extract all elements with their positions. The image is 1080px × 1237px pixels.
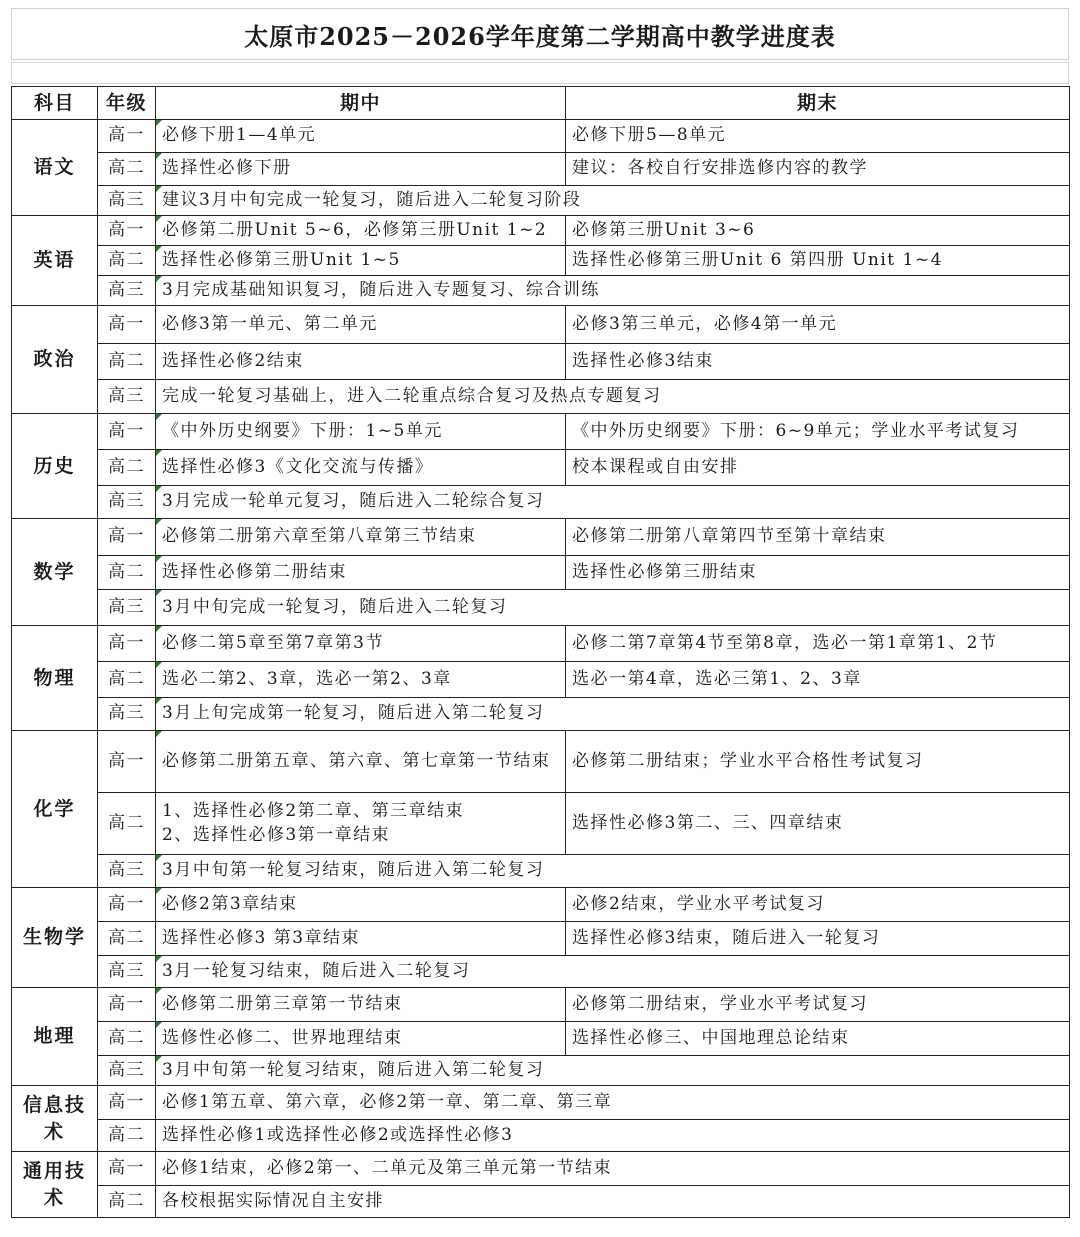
table-row (12, 519, 1070, 556)
subject-cell: 地理 (12, 988, 98, 1086)
midterm-cell: 选择性必修第三册Unit 1~5 (156, 246, 566, 276)
grade-cell: 高一 (98, 216, 156, 246)
grade-cell: 高一 (98, 1152, 156, 1186)
grade-cell: 高一 (98, 731, 156, 793)
table-row (12, 1086, 1070, 1120)
final-cell: 必修第二册结束，学业水平考试复习 (566, 988, 1070, 1022)
merged-cell: 选择性必修1或选择性必修2或选择性必修3 (156, 1120, 1070, 1152)
midterm-cell: 必修第二册第五章、第六章、第七章第一节结束 (156, 731, 566, 793)
midterm-cell: 选必二第2、3章，选必一第2、3章 (156, 662, 566, 698)
merged-cell: 完成一轮复习基础上，进入二轮重点综合复习及热点专题复习 (156, 380, 1070, 414)
subject-cell: 生物学 (12, 888, 98, 988)
grade-cell: 高一 (98, 888, 156, 922)
grade-cell: 高一 (98, 306, 156, 344)
schedule-table (11, 86, 1070, 1218)
table-row (12, 414, 1070, 450)
midterm-line-2: 2、选择性必修3第一章结束 (162, 824, 391, 845)
merged-cell: 必修1第五章、第六章，必修2第一章、第二章、第三章 (156, 1086, 1070, 1120)
subject-cell: 物理 (12, 626, 98, 731)
table-row (12, 344, 1070, 380)
table-row (12, 276, 1070, 306)
table-row (12, 246, 1070, 276)
table-row (12, 153, 1070, 186)
final-cell: 必修2结束，学业水平考试复习 (566, 888, 1070, 922)
merged-cell: 3月一轮复习结束，随后进入二轮复习 (156, 956, 1070, 988)
title-box (11, 8, 1069, 60)
grade-cell: 高一 (98, 626, 156, 662)
table-row (12, 450, 1070, 486)
grade-cell: 高一 (98, 120, 156, 153)
merged-cell: 3月中旬完成一轮复习，随后进入二轮复习 (156, 590, 1070, 626)
midterm-cell: 必修第二册第三章第一节结束 (156, 988, 566, 1022)
subject-cell: 信息技术 (12, 1086, 98, 1152)
subject-cell: 语文 (12, 120, 98, 216)
table-row (12, 888, 1070, 922)
table-row (12, 988, 1070, 1022)
header-grade: 年级 (98, 87, 156, 120)
final-cell: 选择性必修第三册结束 (566, 556, 1070, 590)
midterm-cell: 必修第二册Unit 5~6，必修第三册Unit 1~2 (156, 216, 566, 246)
merged-cell: 必修1结束，必修2第一、二单元及第三单元第一节结束 (156, 1152, 1070, 1186)
midterm-cell: 选择性必修下册 (156, 153, 566, 186)
grade-cell: 高二 (98, 662, 156, 698)
midterm-cell: 必修二第5章至第7章第3节 (156, 626, 566, 662)
subject-cell: 历史 (12, 414, 98, 519)
grade-cell: 高三 (98, 486, 156, 519)
table-row (12, 216, 1070, 246)
subject-cell: 数学 (12, 519, 98, 626)
subject-cell: 通用技术 (12, 1152, 98, 1218)
grade-cell: 高一 (98, 519, 156, 556)
midterm-cell: 选择性必修3 第3章结束 (156, 922, 566, 956)
table-row (12, 306, 1070, 344)
grade-cell: 高三 (98, 186, 156, 216)
merged-cell: 3月完成一轮单元复习，随后进入二轮综合复习 (156, 486, 1070, 519)
table-row (12, 1186, 1070, 1218)
grade-cell: 高二 (98, 344, 156, 380)
table-row (12, 1022, 1070, 1056)
final-cell: 必修第二册结束；学业水平合格性考试复习 (566, 731, 1070, 793)
final-cell: 必修3第三单元，必修4第一单元 (566, 306, 1070, 344)
merged-cell: 3月完成基础知识复习，随后进入专题复习、综合训练 (156, 276, 1070, 306)
table-row (12, 1120, 1070, 1152)
grade-cell: 高一 (98, 1086, 156, 1120)
grade-cell: 高二 (98, 246, 156, 276)
grade-cell: 高三 (98, 276, 156, 306)
subject-cell: 英语 (12, 216, 98, 306)
merged-cell: 3月中旬第一轮复习结束，随后进入第二轮复习 (156, 1056, 1070, 1086)
midterm-cell-multiline (156, 793, 566, 855)
midterm-cell: 必修3第一单元、第二单元 (156, 306, 566, 344)
table-row (12, 731, 1070, 793)
merged-cell: 3月中旬第一轮复习结束，随后进入第二轮复习 (156, 855, 1070, 888)
midterm-cell: 《中外历史纲要》下册：1~5单元 (156, 414, 566, 450)
table-row (12, 922, 1070, 956)
final-cell: 选择性必修3结束，随后进入一轮复习 (566, 922, 1070, 956)
midterm-cell: 必修第二册第六章至第八章第三节结束 (156, 519, 566, 556)
final-cell: 必修二第7章第4节至第8章，选必一第1章第1、2节 (566, 626, 1070, 662)
merged-cell: 建议3月中旬完成一轮复习，随后进入二轮复习阶段 (156, 186, 1070, 216)
grade-cell: 高二 (98, 922, 156, 956)
grade-cell: 高二 (98, 793, 156, 855)
grade-cell: 高二 (98, 556, 156, 590)
grade-cell: 高三 (98, 1056, 156, 1086)
table-row (12, 1056, 1070, 1086)
grade-cell: 高三 (98, 855, 156, 888)
header-subject: 科目 (12, 87, 98, 120)
midterm-cell: 必修2第3章结束 (156, 888, 566, 922)
table-row (12, 793, 1070, 855)
grade-cell: 高二 (98, 450, 156, 486)
table-row (12, 626, 1070, 662)
grade-cell: 高三 (98, 590, 156, 626)
table-row (12, 855, 1070, 888)
midterm-cell: 必修下册1—4单元 (156, 120, 566, 153)
table-row (12, 120, 1070, 153)
subject-cell: 化学 (12, 731, 98, 888)
table-row (12, 380, 1070, 414)
grade-cell: 高二 (98, 153, 156, 186)
table-row (12, 186, 1070, 216)
merged-cell: 各校根据实际情况自主安排 (156, 1186, 1070, 1218)
merged-cell: 3月上旬完成第一轮复习，随后进入第二轮复习 (156, 698, 1070, 731)
grade-cell: 高三 (98, 698, 156, 731)
header-final: 期末 (566, 87, 1070, 120)
grade-cell: 高一 (98, 988, 156, 1022)
table-row (12, 556, 1070, 590)
table-row (12, 1152, 1070, 1186)
midterm-cell: 选择性必修2结束 (156, 344, 566, 380)
subject-cell: 政治 (12, 306, 98, 414)
final-cell: 必修第二册第八章第四节至第十章结束 (566, 519, 1070, 556)
table-row (12, 956, 1070, 988)
final-cell: 选择性必修三、中国地理总论结束 (566, 1022, 1070, 1056)
table-row (12, 698, 1070, 731)
grade-cell: 高二 (98, 1186, 156, 1218)
final-cell: 必修第三册Unit 3~6 (566, 216, 1070, 246)
grade-cell: 高一 (98, 414, 156, 450)
final-cell: 选择性必修第三册Unit 6 第四册 Unit 1~4 (566, 246, 1070, 276)
midterm-cell: 选择性必修3《文化交流与传播》 (156, 450, 566, 486)
page-title: 太原市2025－2026学年度第二学期高中教学进度表 (244, 21, 836, 51)
final-cell: 校本课程或自由安排 (566, 450, 1070, 486)
midterm-cell: 选修性必修二、世界地理结束 (156, 1022, 566, 1056)
midterm-cell: 选择性必修第二册结束 (156, 556, 566, 590)
grade-cell: 高二 (98, 1022, 156, 1056)
grade-cell: 高三 (98, 380, 156, 414)
final-cell: 选择性必修3第二、三、四章结束 (566, 793, 1070, 855)
table-row (12, 662, 1070, 698)
grade-cell: 高三 (98, 956, 156, 988)
midterm-line-1: 1、选择性必修2第二章、第三章结束 (162, 800, 465, 821)
header-midterm: 期中 (156, 87, 566, 120)
final-cell: 建议：各校自行安排选修内容的教学 (566, 153, 1070, 186)
blank-row (11, 62, 1069, 84)
table-row (12, 486, 1070, 519)
grade-cell: 高二 (98, 1120, 156, 1152)
final-cell: 必修下册5—8单元 (566, 120, 1070, 153)
final-cell: 选必一第4章，选必三第1、2、3章 (566, 662, 1070, 698)
final-cell: 《中外历史纲要》下册：6~9单元；学业水平考试复习 (566, 414, 1070, 450)
table-row (12, 590, 1070, 626)
final-cell: 选择性必修3结束 (566, 344, 1070, 380)
header-row (12, 87, 1070, 120)
